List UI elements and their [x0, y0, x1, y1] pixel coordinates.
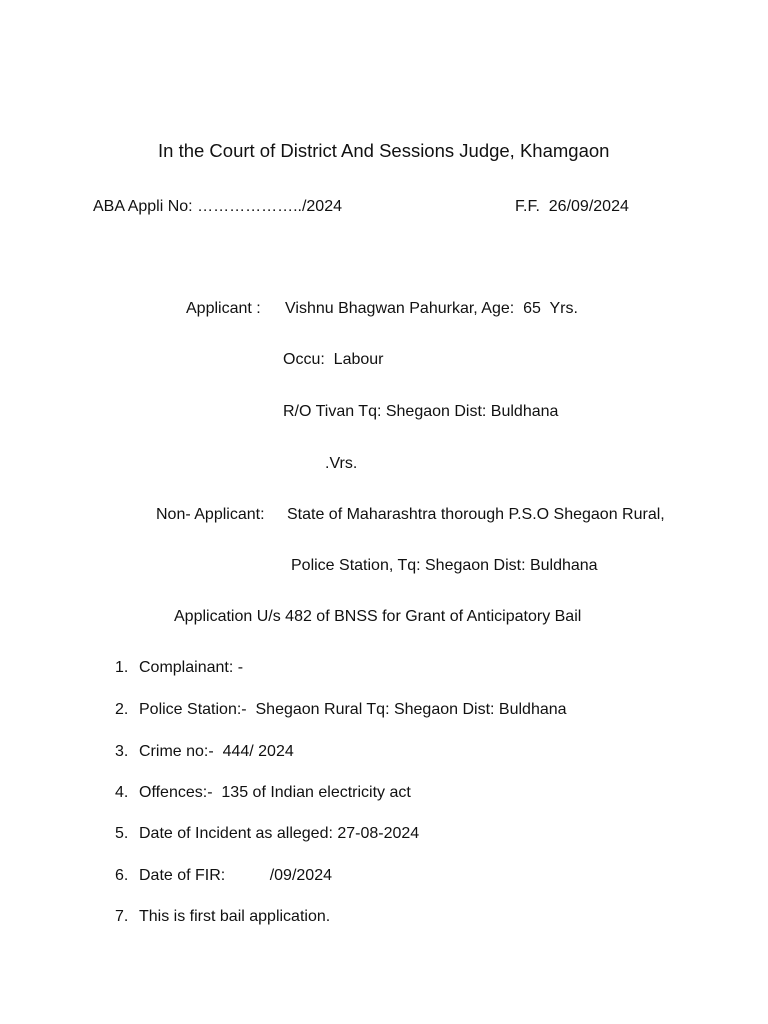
list-item-text: Crime no:- 444/ 2024	[139, 743, 294, 760]
list-item-text: Date of Incident as alleged: 27-08-2024	[139, 825, 420, 842]
versus-text: .Vrs.	[325, 455, 358, 472]
list-item-number: 5.	[115, 825, 129, 842]
list-item-text: Complainant: -	[139, 659, 244, 676]
non-applicant-line-2: Police Station, Tq: Shegaon Dist: Buldhana	[291, 557, 598, 574]
non-applicant-line-1: State of Maharashtra thorough P.S.O Shegaon Rural,	[287, 506, 665, 523]
list-item-number: 2.	[115, 701, 129, 718]
list-item-text: Date of FIR: /09/2024	[139, 867, 332, 884]
list-item-number: 3.	[115, 743, 129, 760]
applicant-residence: R/O Tivan Tq: Shegaon Dist: Buldhana	[283, 403, 559, 420]
list-item-text: This is first bail application.	[139, 908, 331, 925]
applicant-occupation: Occu: Labour	[283, 351, 384, 368]
list-item-number: 6.	[115, 867, 129, 884]
applicant-name: Vishnu Bhagwan Pahurkar, Age: 65 Yrs.	[285, 300, 578, 317]
list-item-text: Offences:- 135 of Indian electricity act	[139, 784, 411, 801]
list-item-number: 1.	[115, 659, 129, 676]
court-title: In the Court of District And Sessions Judge, Khamgaon	[158, 140, 610, 161]
list-item-number: 7.	[115, 908, 129, 925]
application-title: Application U/s 482 of BNSS for Grant of Anticipatory Bail	[174, 608, 582, 625]
list-item-text: Police Station:- Shegaon Rural Tq: Shegaon Dist: Buldhana	[139, 701, 567, 718]
list-item-number: 4.	[115, 784, 129, 801]
applicant-label: Applicant :	[186, 300, 261, 317]
ff-date: F.F. 26/09/2024	[515, 198, 629, 215]
aba-application-number: ABA Appli No: ………………../2024	[93, 198, 342, 215]
non-applicant-label: Non- Applicant:	[156, 506, 265, 523]
